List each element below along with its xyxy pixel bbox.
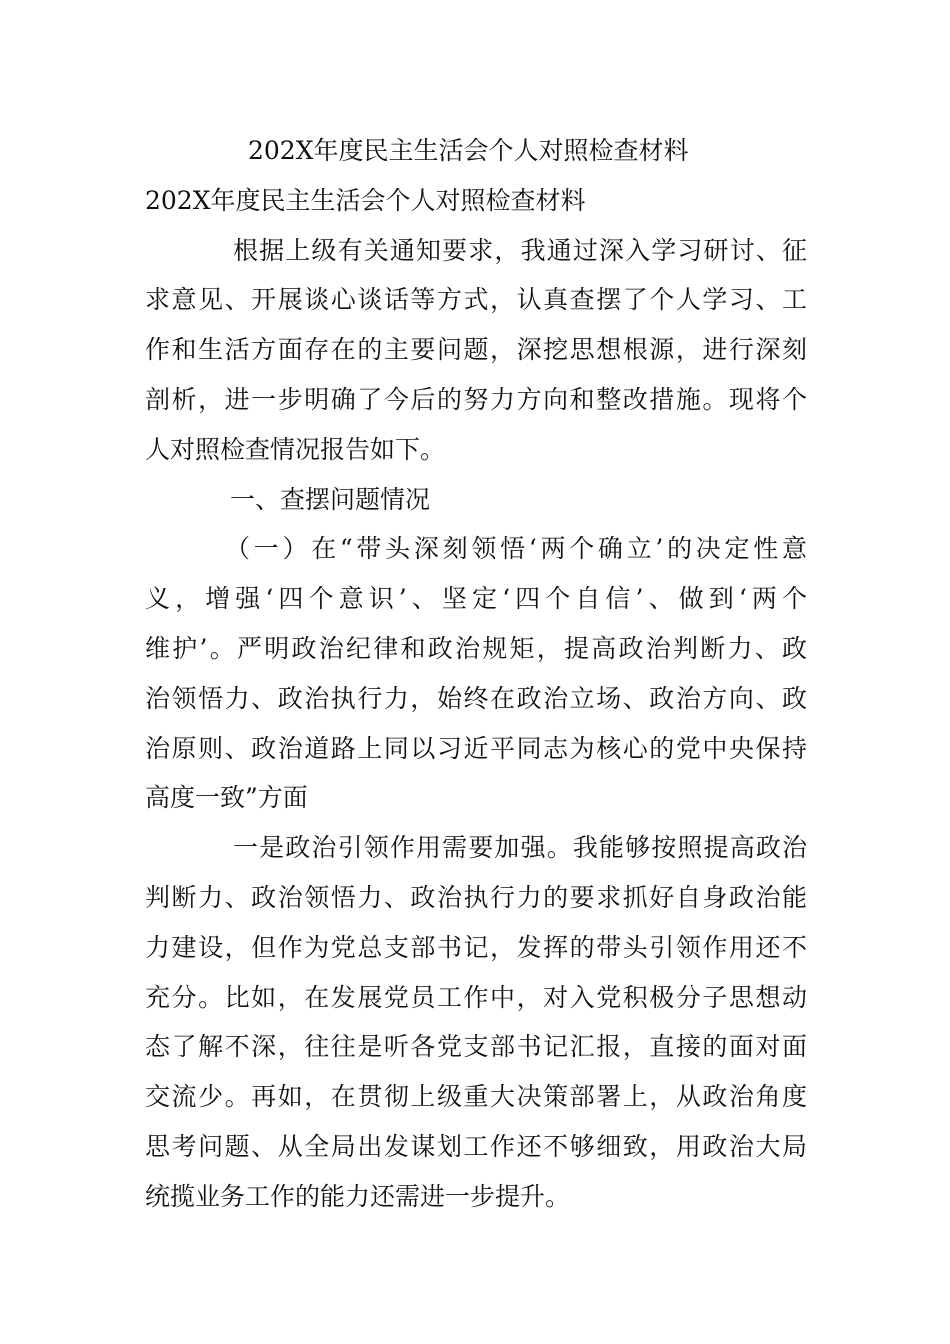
paragraph-line: 维护’。严明政治纪律和政治规矩，提高政治判断力、政 xyxy=(145,633,807,663)
paragraph-line: 人对照检查情况报告如下。 xyxy=(145,434,446,464)
paragraph-line: 高度一致”方面 xyxy=(145,783,308,813)
paragraph-line: 作和生活方面存在的主要问题，深挖思想根源，进行深刻 xyxy=(145,335,807,365)
document-page xyxy=(145,126,807,1222)
paragraph-line: 义，增强‘四个意识’、坚定‘四个自信’、做到‘两个 xyxy=(145,584,807,614)
paragraph-line: 力建设，但作为党总支部书记，发挥的带头引领作用还不 xyxy=(145,932,807,962)
paragraph-line: 判断力、政治领悟力、政治执行力的要求抓好自身政治能 xyxy=(145,882,807,912)
paragraph-line: 治原则、政治道路上同以习近平同志为核心的党中央保持 xyxy=(145,733,807,763)
paragraph-line: 根据上级有关通知要求，我通过深入学习研讨、征 xyxy=(233,235,807,265)
document-title: 202X年度民主生活会个人对照检查材料 xyxy=(248,136,689,165)
point-paragraph xyxy=(145,823,807,1221)
subsection-paragraph xyxy=(145,524,807,823)
paragraph-line: 思考问题、从全局出发谋划工作还不够细致，用政治大局 xyxy=(145,1131,807,1161)
section-heading: 一、查摆问题情况 xyxy=(230,484,431,514)
document-subtitle: 202X年度民主生活会个人对照检查材料 xyxy=(145,185,586,215)
paragraph-line: 一是政治引领作用需要加强。我能够按照提高政治 xyxy=(233,833,807,863)
paragraph-line: 统揽业务工作的能力还需进一步提升。 xyxy=(145,1181,571,1211)
paragraph-line: 交流少。再如，在贯彻上级重大决策部署上，从政治角度 xyxy=(145,1082,807,1112)
intro-paragraph xyxy=(145,226,807,475)
paragraph-line: （一）在“带头深刻领悟‘两个确立’的决定性意 xyxy=(225,534,807,564)
paragraph-line: 治领悟力、政治执行力，始终在政治立场、政治方向、政 xyxy=(145,683,807,713)
paragraph-line: 充分。比如，在发展党员工作中，对入党积极分子思想动 xyxy=(145,982,807,1012)
paragraph-line: 剖析，进一步明确了今后的努力方向和整改措施。现将个 xyxy=(145,384,807,414)
paragraph-line: 求意见、开展谈心谈话等方式，认真查摆了个人学习、工 xyxy=(145,285,807,315)
paragraph-line: 态了解不深，往往是听各党支部书记汇报，直接的面对面 xyxy=(145,1032,807,1062)
